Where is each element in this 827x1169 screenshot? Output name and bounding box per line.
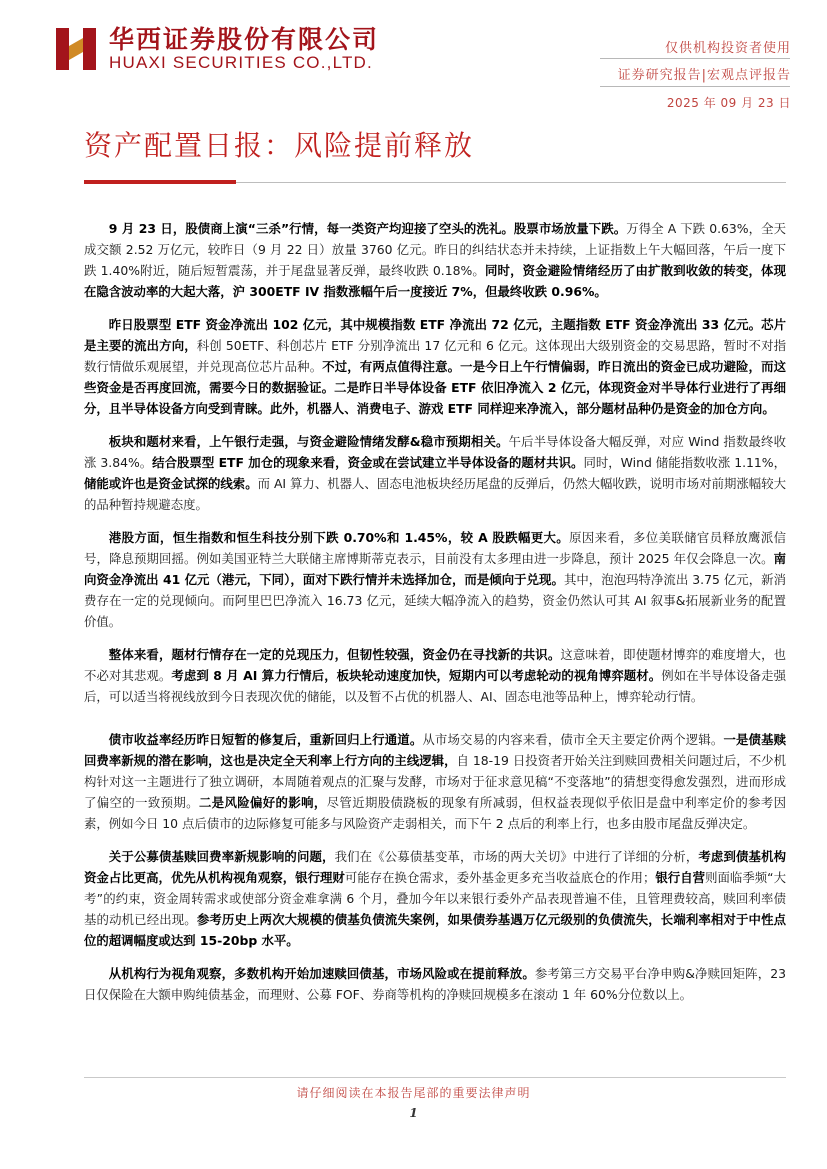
body-paragraph [84, 644, 786, 707]
emphasis-text: 考虑到 8 月 AI 算力行情后，板块轮动速度加快，短期内可以考虑轮动的视角博弈题材。 [171, 668, 662, 683]
page-number: 1 [409, 1106, 418, 1120]
body-paragraph [84, 314, 786, 419]
emphasis-text: 储能或许也是资金试探的线索。 [84, 476, 258, 491]
body-text: 则面临季频“大考”的约束，资金周转需求或使部分资金难拿满 6 个月，叠加今年以来银行委外产品表现普遍不佳，且管理费较高，赎回利率债基的动机已经出现。 [84, 870, 787, 927]
company-name-cn: 华西证券股份有限公司 [109, 25, 380, 54]
emphasis-text: 9 月 23 日，股债商上演“三杀”行情，每一类资产均迎接了空头的洗礼。股票市场放量下跌。 [108, 221, 627, 236]
emphasis-text: 银行自营 [655, 870, 706, 885]
body-text: 我们在《公募债基变革，市场的两大关切》中进行了详细的分析， [334, 849, 699, 864]
header-divider [600, 86, 790, 87]
body-text: 万得全 A 下跌 0.63%，全天成交额 2.52 万亿元，较昨日（9 月 22 日）放量 3760 亿元。昨日的纠结状态并未持续，上证指数上午大幅回落，午后一度下跌 1.40%附近，随后短暂震荡，并于尾盘显著反弹，最终收跌 0.18%。 [84, 221, 787, 278]
emphasis-text: 二是风险偏好的影响， [198, 795, 327, 810]
body-text: 可能存在换仓需求，委外基金更多充当收益底仓的作用； [344, 870, 656, 885]
body-text: 同时，Wind 储能指数收涨 1.11%， [583, 455, 786, 470]
report-body [84, 218, 786, 1017]
emphasis-text: 板块和题材来看，上午银行走强，与资金避险情绪发酵&稳市预期相关。 [108, 434, 509, 449]
emphasis-text: 不过，有两点值得注意。一是今日上午行情偏弱，昨日流出的资金已成功避险，而这些资金是否再度回流，需要今日的数据验证。二是昨日半导体设备 ETF 依旧净流入 2 亿元，体现资金对半导体行业进行了再细分，且半导体设备方向受到青睐。此外，机器人、消费电子、游戏 ETF 同样迎来净流入，部分题材品种仍是资金的加仓方向。 [84, 359, 787, 416]
body-text: 例如在半导体设备走强后，可以适当将视线放到今日表现次优的储能，以及暂不占优的机器人、AI、固态电池等品种上，博弈轮动行情。 [84, 668, 787, 704]
body-paragraph [84, 431, 786, 515]
body-paragraph [84, 218, 786, 302]
emphasis-text: 整体来看，题材行情存在一定的兑现压力，但韧性较强，资金仍在寻找新的共识。 [108, 647, 561, 662]
body-text: 自 18-19 日投资者开始关注到赎回费相关问题过后，不少机构针对这一主题进行了独立调研，本周随着观点的汇聚与发酵，市场对于征求意见稿“不变落地”的猜想变得愈发强烈，进而形成了偏空的一致预期。 [84, 753, 786, 810]
report-date: 2025 年 09 月 23 日 [666, 96, 791, 110]
emphasis-text: 港股方面，恒生指数和恒生科技分别下跌 0.70%和 1.45%，较 A 股跌幅更大。 [108, 530, 570, 545]
body-paragraph [84, 963, 786, 1005]
footer-divider [84, 1077, 786, 1078]
body-paragraph [84, 846, 786, 951]
body-paragraph [84, 527, 786, 632]
emphasis-text: 同时，资金避险情绪经历了由扩散到收敛的转变，体现在隐含波动率的大起大落，沪 300ETF IV 指数涨幅午后一度接近 7%，但最终收跌 0.96%。 [84, 263, 786, 299]
emphasis-text: 一是债基赎回费率新规的潜在影响，这也是决定全天利率上行方向的主线逻辑， [84, 732, 787, 768]
legal-notice: 请仔细阅读在本报告尾部的重要法律声明 [296, 1086, 531, 1100]
report-title: 资产配置日报：风险提前释放 [84, 129, 475, 162]
emphasis-text: 昨日股票型 ETF 资金净流出 102 亿元，其中规模指数 ETF 净流出 72 亿元，主题指数 ETF 资金净流出 33 亿元。芯片是主要的流出方向， [84, 317, 786, 353]
huaxi-logo-icon [56, 28, 96, 70]
body-text: 尽管近期股债跷板的现象有所减弱，但权益表现似乎依旧是盘中利率定价的参考因素，例如今日 10 点后债市的边际修复可能多与风险资产走弱相关，而下午 2 点后的利率上行，也多由股市尾盘反弹决定。 [84, 795, 787, 831]
body-text: 原因来看，多位美联储官员释放鹰派信号，降息预期回摇。例如美国亚特兰大联储主席博斯蒂克表示，目前没有太多理由进一步降息，预计 2025 年仅会降息一次。 [84, 530, 786, 566]
body-text: 科创 50ETF、科创芯片 ETF 分别净流出 17 亿元和 6 亿元。这体现出大级别资金的交易思路，暂时不对指数行情做乐观展望，并兑现高位芯片品种。 [84, 338, 786, 374]
body-text: 从市场交易的内容来看，债市全天主要定价两个逻辑。 [422, 732, 724, 747]
emphasis-text: 考虑到债基机构资金占比更高，优先从机构视角观察，银行理财 [84, 849, 787, 885]
title-underline [236, 182, 786, 183]
emphasis-text: 债市收益率经历昨日短暂的修复后，重新回归上行通道。 [108, 732, 423, 747]
emphasis-text: 关于公募债基赎回费率新规影响的问题， [108, 849, 335, 864]
title-underline-accent [84, 180, 236, 184]
audience-note: 仅供机构投资者使用 [664, 41, 791, 56]
body-text: 其中，泡泡玛特净流出 3.75 亿元，新消费存在一定的兑现倾向。而阿里巴巴净流入 16.73 亿元，延续大幅净流入的趋势，资金仍然认可其 AI 叙事&拓展新业务的配置价值。 [84, 572, 787, 629]
emphasis-text: 结合股票型 ETF 加仓的现象来看，资金或在尝试建立半导体设备的题材共识。 [152, 455, 584, 470]
body-text: 午后半导体设备大幅反弹，对应 Wind 指数最终收涨 3.84%。 [84, 434, 786, 470]
body-text: 而 AI 算力、机器人、固态电池板块经历尾盘的反弹后，仍然大幅收跌，说明市场对前期涨幅较大的品种暂持规避态度。 [84, 476, 786, 512]
emphasis-text: 参考历史上两次大规模的债基负债流失案例，如果债券基遇万亿元级别的负债流失，长端利率相对于中性点位的超调幅度或达到 15-20bp 水平。 [84, 912, 787, 948]
report-category: 证券研究报告|宏观点评报告 [617, 68, 791, 83]
company-name-en: HUAXI SECURITIES CO.,LTD. [109, 53, 373, 72]
body-text: 参考第三方交易平台净申购&净赎回矩阵，23 日仅保险在大额申购纯债基金，而理财、公募 FOF、券商等机构的净赎回规模多在滚动 1 年 60%分位数以上。 [84, 966, 786, 1002]
body-paragraph [84, 729, 786, 834]
emphasis-text: 从机构行为视角观察，多数机构开始加速赎回债基，市场风险或在提前释放。 [108, 966, 535, 981]
emphasis-text: 南向资金净流出 41 亿元（港元，下同），面对下跌行情并未选择加仓，而是倾向于兑现。 [84, 551, 786, 587]
body-text: 这意味着，即使题材博弈的难度增大，也不必对其悲观。 [84, 647, 787, 683]
header-divider [600, 58, 790, 59]
